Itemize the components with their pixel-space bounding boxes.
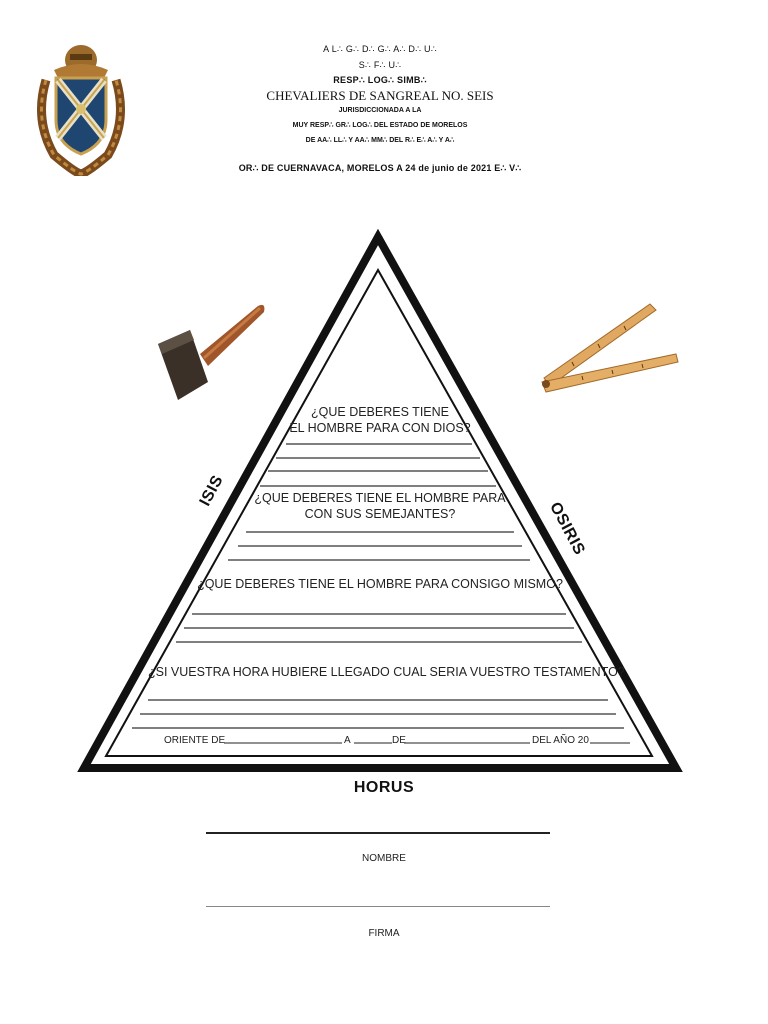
question-1-line-1: ¿QUE DEBERES TIENE (311, 405, 449, 419)
osiris-label: OSIRIS (546, 499, 588, 559)
header-line-2: S∴ F∴ U∴ (358, 60, 402, 70)
header-line-6: MUY RESP∴ GR∴ LOG∴ DEL ESTADO DE MORELOS (292, 122, 468, 129)
question-3: ¿QUE DEBERES TIENE EL HOMBRE PARA CONSIGO MISMO? (197, 577, 563, 591)
name-signature-line (206, 832, 550, 834)
footer-de: DE (392, 735, 406, 746)
header-line-1: A L∴ G∴ D∴ G∴ A∴ D∴ U∴ (323, 44, 437, 54)
footer-a: A (344, 735, 351, 746)
sign-label: FIRMA (368, 928, 400, 939)
header-line-5: JURISDICCIONADA A LA (338, 107, 422, 114)
signature-line (206, 906, 550, 907)
date-line: OR∴ DE CUERNAVACA, MORELOS A 24 de junio de 2021 E∴ V∴ (238, 163, 522, 173)
question-2-line-1: ¿QUE DEBERES TIENE EL HOMBRE PARA (254, 491, 506, 505)
footer-anio: DEL AÑO 20 (532, 735, 589, 746)
lodge-name: CHEVALIERS DE SANGREAL NO. SEIS (266, 88, 494, 103)
isis-label: ISIS (196, 472, 227, 509)
question-2-line-2: CON SUS SEMEJANTES? (304, 507, 456, 521)
header-line-3: RESP∴ LOG∴ SIMB∴ (333, 75, 427, 85)
header-line-7: DE AA∴ LL∴ Y AA∴ MM∴ DEL R∴ E∴ A∴ Y A∴ (305, 137, 455, 144)
horus-label: HORUS (353, 779, 415, 796)
question-1-line-2: EL HOMBRE PARA CON DIOS? (289, 421, 471, 435)
footer-oriente: ORIENTE DE (164, 735, 226, 746)
question-4: ¿SI VUESTRA HORA HUBIERE LLEGADO CUAL SERIA VUESTRO TESTAMENTO? (148, 665, 625, 679)
name-label: NOMBRE (362, 853, 406, 864)
